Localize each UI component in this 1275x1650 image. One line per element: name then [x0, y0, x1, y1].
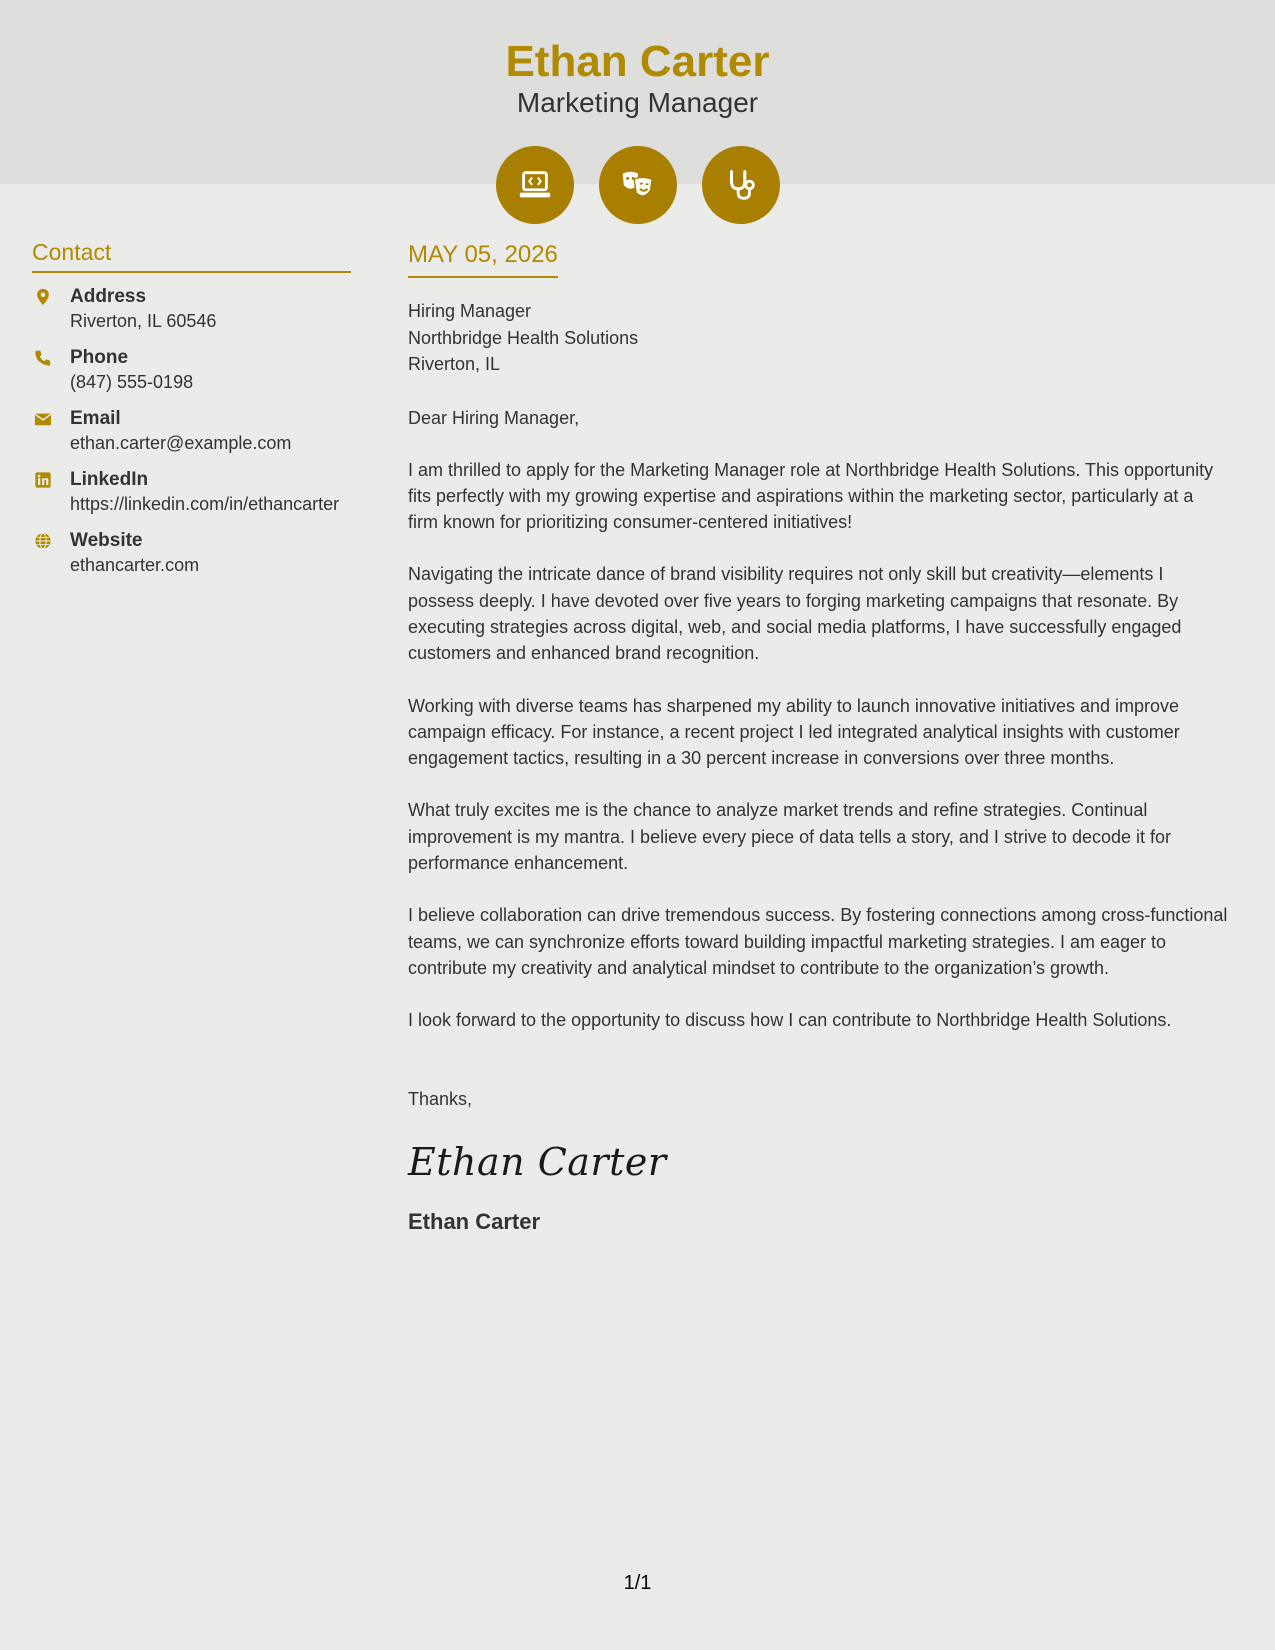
- body-paragraph: Navigating the intricate dance of brand visibility requires not only skill but creativity—elements I possess deeply. I have devoted over five years to forging marketing campaigns that resonate. By executing strategies across digital, web, and social media platforms, I have successfully engaged customers and enhanced brand recognition.: [408, 564, 1182, 664]
- contact-item-address: [32, 285, 351, 334]
- contact-value: https://linkedin.com/in/ethancarter: [70, 494, 340, 514]
- recipient-block: [408, 298, 1228, 378]
- envelope-icon: [34, 410, 52, 428]
- contact-item-email: [32, 407, 351, 456]
- body-paragraph: I believe collaboration can drive tremendous success. By fostering connections among cross-functional teams, we can synchronize efforts toward building impactful marketing strategies. I am eager to contribute my creativity and analytical mindset to contribute to the organization’s growth.: [408, 905, 1228, 978]
- body-paragraph: I am thrilled to apply for the Marketing Manager role at Northbridge Health Solutions. This opportunity fits perfectly with my growing expertise and aspirations within the marketing sector, particularly at a firm known for prioritizing consumer-centered initiatives!: [408, 459, 1214, 533]
- salutation: Dear Hiring Manager,: [408, 407, 580, 428]
- recipient-line: Northbridge Health Solutions: [408, 327, 639, 348]
- body-paragraph: Working with diverse teams has sharpened my ability to launch innovative initiatives and improve campaign efficacy. For instance, a recent project I led integrated analytical insights with customer engagement tactics, resulting in a 30 percent increase in conversions over three months.: [408, 695, 1180, 769]
- badge-stethoscope: [702, 146, 780, 224]
- laptop-code-icon: [516, 166, 554, 204]
- letter-date: MAY 05, 2026: [408, 240, 558, 278]
- theater-masks-icon: [619, 166, 657, 204]
- contact-label: Phone: [70, 347, 129, 368]
- contact-value: (847) 555-0198: [70, 372, 194, 392]
- stethoscope-icon: [722, 166, 760, 204]
- contact-value: ethan.carter@example.com: [70, 433, 292, 453]
- interest-badges: [496, 146, 780, 224]
- body-paragraph: What truly excites me is the chance to analyze market trends and refine strategies. Continual improvement is my mantra. I believe every piece of data tells a story, and I strive to decode it for performance enhancement.: [408, 800, 1172, 874]
- contact-item-phone: [32, 346, 351, 395]
- contact-value: ethancarter.com: [70, 555, 200, 575]
- location-pin-icon: [34, 288, 52, 306]
- letter-body: [408, 240, 1228, 1236]
- signed-name: Ethan Carter: [408, 1208, 541, 1234]
- phone-icon: [34, 349, 52, 367]
- signature: Ethan Carter: [408, 1139, 667, 1184]
- linkedin-icon: [34, 471, 52, 489]
- contact-sidebar: [32, 238, 351, 578]
- page-number: 1/1: [623, 1572, 652, 1594]
- contact-label: Address: [70, 286, 147, 307]
- contact-value: Riverton, IL 60546: [70, 311, 217, 331]
- contact-label: LinkedIn: [70, 469, 149, 490]
- contact-label: Website: [70, 530, 143, 551]
- closing: Thanks,: [408, 1088, 473, 1109]
- candidate-name: Ethan Carter: [505, 37, 770, 86]
- body-paragraph: I look forward to the opportunity to discuss how I can contribute to Northbridge Health Solutions.: [408, 1010, 1172, 1031]
- contact-list: [32, 285, 351, 578]
- contact-heading: Contact: [32, 238, 351, 273]
- badge-masks: [599, 146, 677, 224]
- badge-laptop: [496, 146, 574, 224]
- globe-icon: [34, 532, 52, 550]
- recipient-line: Riverton, IL: [408, 354, 501, 374]
- job-title: Marketing Manager: [516, 87, 759, 118]
- recipient-line: Hiring Manager: [408, 301, 532, 321]
- contact-item-linkedin: [32, 468, 351, 517]
- contact-label: Email: [70, 408, 121, 429]
- contact-item-website: [32, 529, 351, 578]
